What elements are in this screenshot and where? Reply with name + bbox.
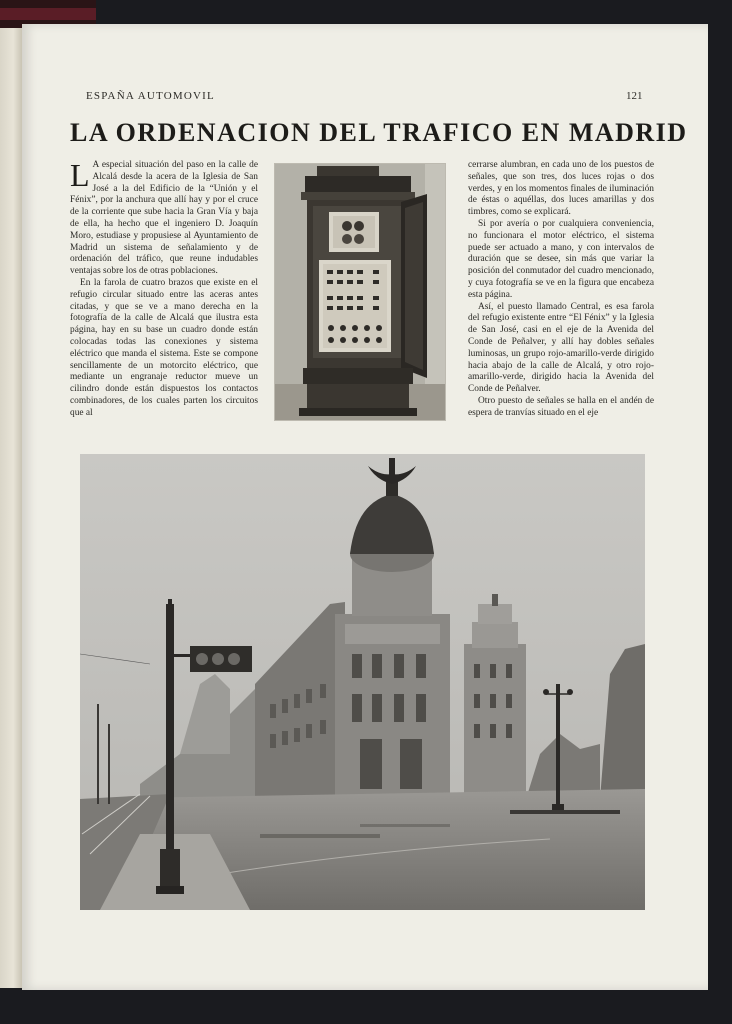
- magazine-page: [22, 24, 708, 990]
- control-cabinet-photo: [274, 163, 446, 421]
- page-number: 121: [626, 90, 643, 102]
- paragraph: Otro puesto de señales se halla en el andén de espera de tranvías situado en el eje: [468, 395, 654, 418]
- paragraph-text: A especial situación del paso en la calle de Alcalá desde la acera de la Iglesia de San José a la del Edificio de la “Unión y el Fénix”, por la anchura que allí hay y por el cruce de la corriente que sube hacia la Gran Vía y baja de ella, ha hecho que el ingeniero D. Joaquín Moro, estudiase y propusiese al Ayuntamiento de Madrid un sistema de señalamiento y de ordenación del tráfico, que reune indudables ventajas sobre los de otras poblaciones.: [70, 160, 258, 277]
- paragraph: En la farola de cuatro brazos que existe en el refugio circular situado entre las aceras antes citadas, y que se ve a mano derecha en la fotografía de la calle de Alcalá que ilustra esta página, hay en su base un cuadro donde están colocadas todas las conexiones y sistema eléctrico que manda el sistema. Este se compone sencillamente de un motorcito eléctrico, que mediante un engranaje reductor mueve un cilindro donde están dispuestos los contactos combinadores, de los cuales parten los circuitos que al: [70, 277, 258, 418]
- paragraph: cerrarse alumbran, en cada uno de los puestos de señales, que son tres, dos luces rojas o dos verdes, y en los momentos finales de iluminación de éstas o aquéllas, dos luces amarillas y dos timbres, como se explicará.: [468, 160, 654, 218]
- article-headline: LA ORDENACION DEL TRAFICO EN MADRID: [70, 118, 688, 147]
- running-head: [22, 90, 708, 106]
- paragraph: [70, 157, 258, 278]
- paragraph: Si por avería o por cualquiera conveniencia, no funcionara el motor eléctrico, el sistema puede ser actuado a mano, y con intervalos de duración que se desee, sin más que variar la posición del conmutador del cuadro mencionado, y cuya fotografía se ve en la figura que encabeza esta página.: [468, 218, 654, 300]
- paragraph: Así, el puesto llamado Central, es esa farola del refugio existente entre “El Fénix” y la Iglesia de San José, casi en el eje de la Avenida del Conde de Peñalver, y allí hay dobles señales luminosas, un grupo rojo-amarillo-verde dirigido hacia abajo de la calle de Alcalá, y otro rojo-amarillo-verde, dirigido hacia la Avenida del Conde de Peñalver.: [468, 301, 654, 395]
- running-title: ESPAÑA AUTOMOVIL: [86, 90, 215, 102]
- right-text-column: [468, 160, 654, 420]
- left-text-column: [70, 157, 258, 420]
- adjacent-page-edge: [0, 28, 22, 988]
- alcala-street-photo: [80, 454, 645, 910]
- drop-cap: L: [70, 157, 90, 193]
- control-cabinet-illustration: [275, 164, 446, 421]
- street-illustration: [80, 454, 645, 910]
